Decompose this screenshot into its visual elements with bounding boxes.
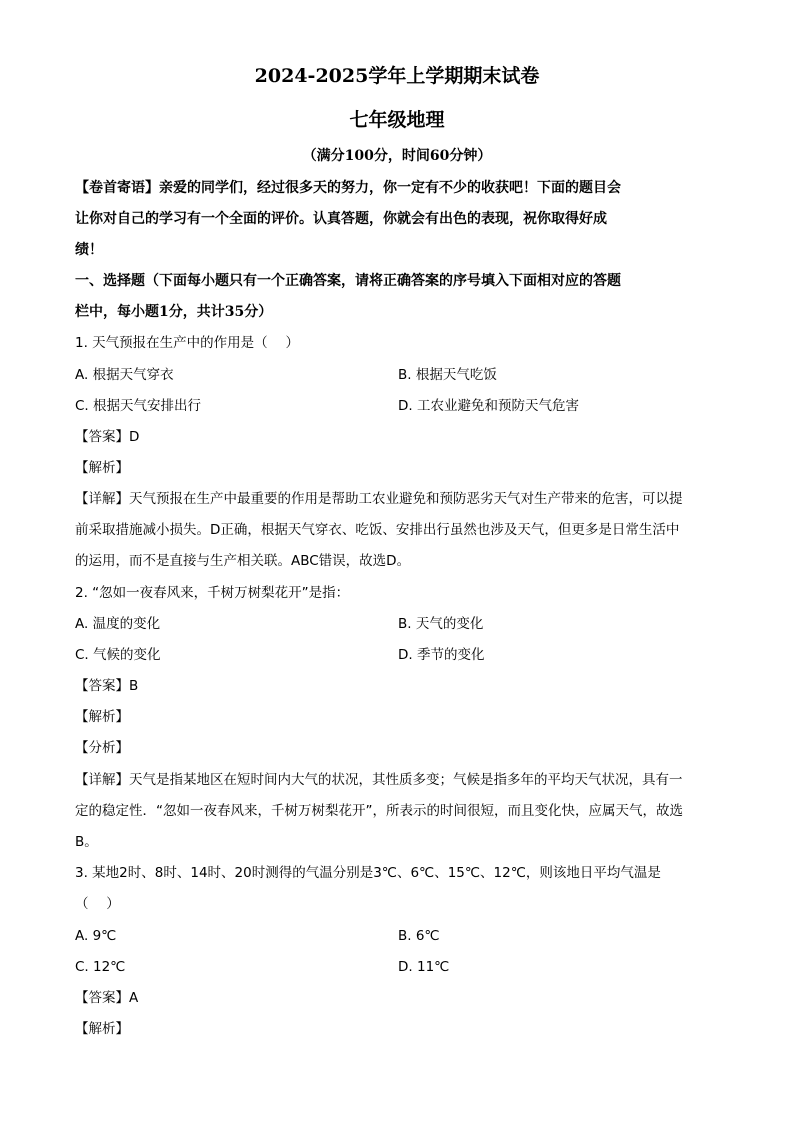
intro-line-3: 绩！ xyxy=(75,242,103,258)
intro-line-2: 让你对自己的学习有一个全面的评价。认真答题，你就会有出色的表现，祝你取得好成 xyxy=(75,211,607,227)
exam-note: （满分100分，时间60分钟） xyxy=(302,148,492,164)
q2-detail-line-1: 【详解】天气是指某地区在短时间内大气的状况，其性质多变；气候是指多年的平均天气状况，具有一 xyxy=(75,772,683,788)
intro-line-1: 【卷首寄语】亲爱的同学们，经过很多天的努力，你一定有不少的收获吧！下面的题目会 xyxy=(75,180,621,196)
q1-detail-line-3: 的运用，而不是直接与生产相关联。ABC错误，故选D。 xyxy=(75,553,411,569)
q1-option-c: C. 根据天气安排出行 xyxy=(75,398,202,414)
q1-option-a: A. 根据天气穿衣 xyxy=(75,367,174,383)
q3-stem: 3. 某地2时、8时、14时、20时测得的气温分别是3℃、6℃、15℃、12℃，则该地日平均气温是 xyxy=(75,865,661,881)
q1-option-d: D. 工农业避免和预防天气危害 xyxy=(398,398,579,414)
section-heading-line-2: 栏中，每小题1分，共计35分） xyxy=(75,304,273,320)
q2-detail-line-3: B。 xyxy=(75,834,98,850)
q2-detail-line-2: 定的稳定性．“忽如一夜春风来，千树万树梨花开”，所表示的时间很短，而且变化快，应属天气，故选 xyxy=(75,803,683,819)
q2-analysis: 【解析】 xyxy=(75,709,129,725)
q3-option-c: C. 12℃ xyxy=(75,959,126,975)
q2-option-a: A. 温度的变化 xyxy=(75,616,161,632)
section-heading-line-1: 一、选择题（下面每小题只有一个正确答案，请将正确答案的序号填入下面相对应的答题 xyxy=(75,273,621,289)
q3-option-d: D. 11℃ xyxy=(398,959,450,975)
q2-fenxi: 【分析】 xyxy=(75,740,129,756)
q3-analysis: 【解析】 xyxy=(75,1021,129,1037)
exam-title: 2024-2025学年上学期期末试卷 xyxy=(254,65,540,87)
q1-detail-line-1: 【详解】天气预报在生产中最重要的作用是帮助工农业避免和预防恶劣天气对生产带来的危害，可以提 xyxy=(75,491,683,507)
q3-answer: 【答案】A xyxy=(75,990,139,1006)
q2-option-b: B. 天气的变化 xyxy=(398,616,484,632)
q1-stem: 1. 天气预报在生产中的作用是（ ） xyxy=(75,335,299,351)
exam-subject: 七年级地理 xyxy=(349,109,445,131)
q2-option-d: D. 季节的变化 xyxy=(398,647,485,663)
q2-answer: 【答案】B xyxy=(75,678,139,694)
q2-stem: 2. “忽如一夜春风来，千树万树梨花开”是指： xyxy=(75,585,350,601)
q3-option-a: A. 9℃ xyxy=(75,928,117,944)
q1-answer: 【答案】D xyxy=(75,429,140,445)
q1-option-b: B. 根据天气吃饭 xyxy=(398,367,497,383)
q2-option-c: C. 气候的变化 xyxy=(75,647,161,663)
q1-detail-line-2: 前采取措施减小损失。D正确，根据天气穿衣、吃饭、安排出行虽然也涉及天气，但更多是日常生活中 xyxy=(75,522,680,538)
q1-analysis: 【解析】 xyxy=(75,460,129,476)
q3-option-b: B. 6℃ xyxy=(398,928,440,944)
q3-stem-blank: （ ） xyxy=(75,896,120,912)
